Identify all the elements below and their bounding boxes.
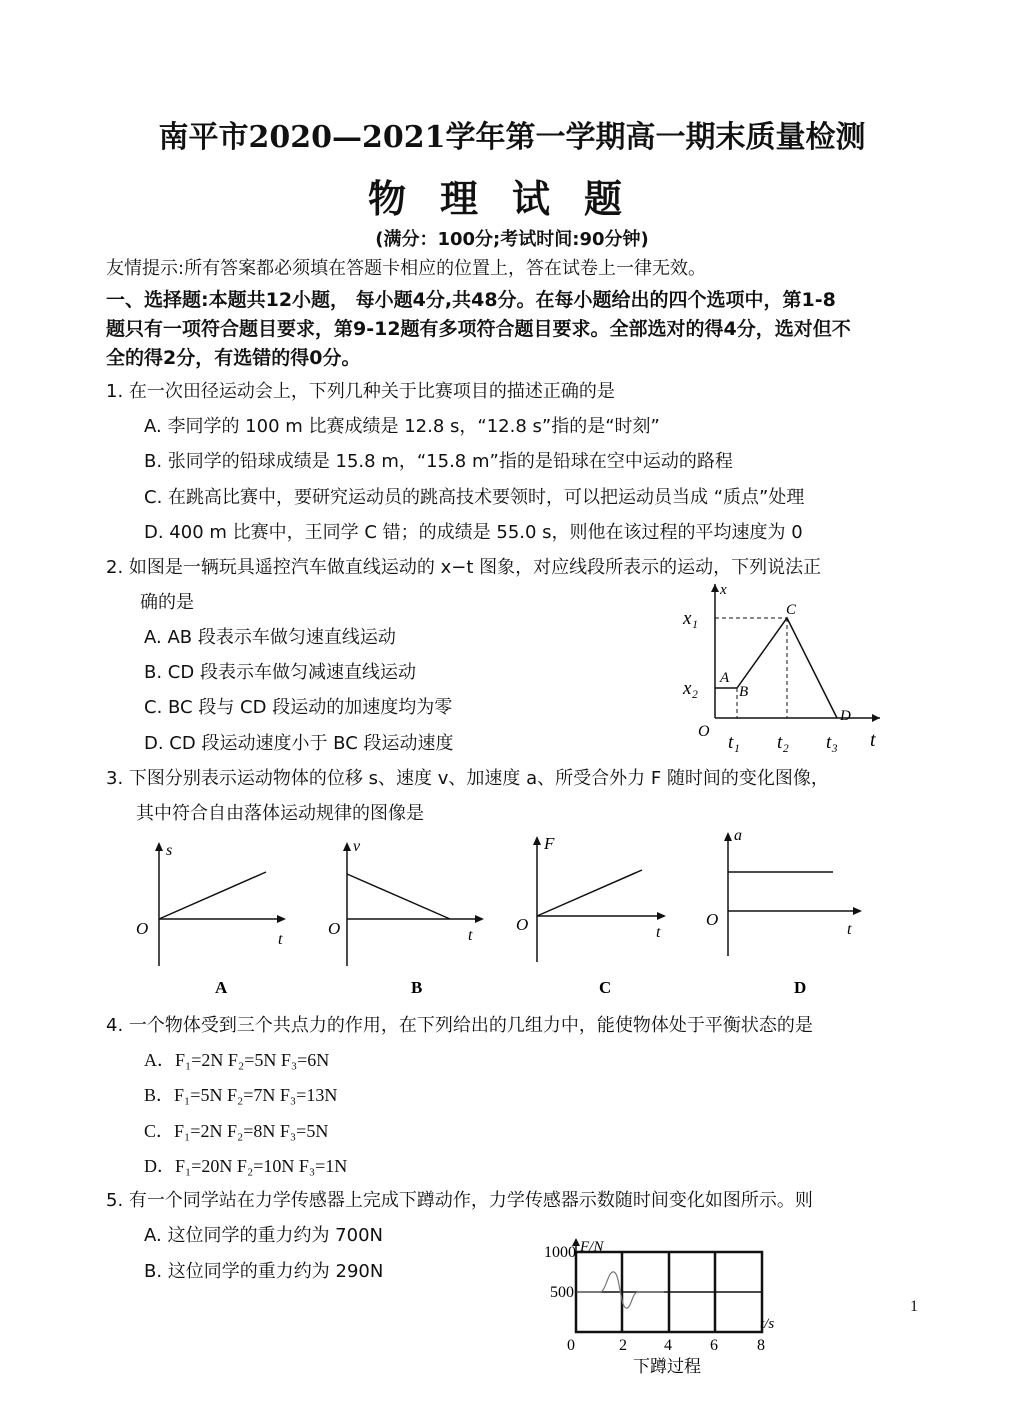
graph-a-ylabel: s	[166, 842, 173, 859]
question-1-stem: 1. 在一次田径运动会上，下列几种关于比赛项目的描述正确的是	[106, 381, 615, 402]
question-1-option-d: D. 400 m 比赛中，王同学 C 错；的成绩是 55.0 s，则他在该过程的平均速度为 0	[144, 522, 803, 543]
x-axis-label: t	[870, 729, 876, 751]
question-1-option-a: A. 李同学的 100 m 比赛成绩是 12.8 s，“12.8 s”指的是“时刻”	[144, 416, 660, 437]
graph-caption: 下蹲过程	[633, 1357, 701, 1376]
question-5-force-graph	[540, 1232, 790, 1382]
graph-d-origin: O	[706, 910, 719, 929]
graph-d	[700, 826, 870, 1001]
point-d-label: D	[840, 708, 851, 724]
graph-b-origin: O	[328, 919, 341, 938]
section-instruction-line3: 全的得2分，有选错的得0分。	[106, 347, 361, 369]
graph-d-caption: D	[794, 978, 807, 997]
question-5-option-a: A. 这位同学的重力约为 700N	[144, 1225, 383, 1246]
question-2-xt-graph	[680, 578, 890, 756]
point-c-label: C	[786, 602, 797, 618]
point-a-label: A	[720, 670, 730, 686]
graph-c-xlabel: t	[656, 924, 661, 941]
page-number: 1	[910, 1298, 918, 1315]
question-1-option-b: B. 张同学的铅球成绩是 15.8 m，“15.8 m”指的是铅球在空中运动的路程	[144, 451, 733, 472]
question-2-option-d: D. CD 段运动速度小于 BC 段运动速度	[144, 733, 454, 754]
friendly-tip: 友情提示:所有答案都必须填在答题卡相应的位置上，答在试卷上一律无效。	[106, 258, 707, 279]
graph-c-caption: C	[599, 978, 612, 997]
question-4-option-d: D．F₁=20N F₂=10N F₃=1N	[144, 1156, 348, 1176]
question-5-stem: 5. 有一个同学站在力学传感器上完成下蹲动作，力学传感器示数随时间变化如图所示。则	[106, 1190, 813, 1211]
question-3-stem: 3. 下图分别表示运动物体的位移 s、速度 v、加速度 a、所受合外力 F 随时间的变化图像，	[106, 768, 829, 789]
graph-b-xlabel: t	[468, 927, 473, 944]
question-2-option-b: B. CD 段表示车做匀减速直线运动	[144, 662, 416, 683]
graph-a	[130, 836, 300, 1001]
question-2-option-c: C. BC 段与 CD 段运动的加速度均为零	[144, 697, 453, 718]
question-2-option-a: A. AB 段表示车做匀速直线运动	[144, 627, 396, 648]
question-2-stem: 2. 如图是一辆玩具遥控汽车做直线运动的 x−t 图象，对应线段所表示的运动，下列说法正	[106, 557, 822, 578]
graph-ylabel: F/N	[580, 1239, 604, 1255]
section-instruction-line1: 一、选择题:本题共12小题， 每小题4分,共48分。在每小题给出的四个选项中，第1-8	[106, 289, 836, 311]
graph-a-caption: A	[215, 978, 228, 997]
graph-xlabel: t/s	[760, 1316, 775, 1332]
graph-a-origin: O	[136, 919, 149, 938]
y-tick-1000: 1000	[544, 1244, 576, 1261]
exam-title: 南平市2020—2021学年第一学期高一期末质量检测	[158, 120, 866, 155]
question-4-option-c: C．F₁=2N F₂=8N F₃=5N	[144, 1121, 329, 1141]
graph-a-xlabel: t	[278, 931, 283, 948]
x-tick-4: 4	[664, 1337, 672, 1354]
question-5-option-b: B. 这位同学的重力约为 290N	[144, 1261, 384, 1282]
tick-x2: x₂	[683, 678, 699, 699]
question-4-option-b: B．F₁=5N F₂=7N F₃=13N	[144, 1085, 338, 1105]
question-4-option-a: A．F₁=2N F₂=5N F₃=6N	[144, 1050, 330, 1070]
x-tick-8: 8	[757, 1337, 765, 1354]
origin-label: O	[698, 723, 710, 740]
x-tick-6: 6	[710, 1337, 718, 1354]
x-tick-2: 2	[619, 1337, 627, 1354]
graph-d-ylabel: a	[734, 827, 742, 844]
question-4-stem: 4. 一个物体受到三个共点力的作用，在下列给出的几组力中，能使物体处于平衡状态的是	[106, 1015, 813, 1036]
section-instruction-line2: 题只有一项符合题目要求，第9-12题有多项符合题目要求。全部选对的得4分，选对但不	[106, 318, 851, 340]
tick-t2: t₂	[777, 732, 789, 753]
x-tick-0: 0	[567, 1337, 575, 1354]
graph-c-ylabel: F	[544, 834, 555, 853]
question-3-stem-continued: 其中符合自由落体运动规律的图像是	[136, 803, 424, 824]
graph-b	[322, 836, 492, 1001]
y-axis-label: x	[720, 582, 727, 598]
graph-c	[510, 830, 680, 1001]
exam-info: (满分：100分;考试时间:90分钟)	[375, 229, 649, 250]
graph-b-caption: B	[411, 978, 423, 997]
tick-t3: t₃	[826, 732, 838, 753]
y-tick-500: 500	[550, 1284, 574, 1301]
subject-title: 物理试题	[367, 176, 656, 221]
question-2-stem-continued: 确的是	[140, 592, 194, 613]
graph-c-origin: O	[516, 915, 529, 934]
tick-x1: x₁	[683, 608, 699, 629]
graph-d-xlabel: t	[847, 921, 852, 938]
tick-t1: t₁	[728, 732, 740, 753]
point-b-label: B	[739, 684, 749, 700]
question-1-option-c: C. 在跳高比赛中，要研究运动员的跳高技术要领时，可以把运动员当成 “质点”处理	[144, 487, 805, 508]
graph-b-ylabel: v	[353, 838, 361, 855]
